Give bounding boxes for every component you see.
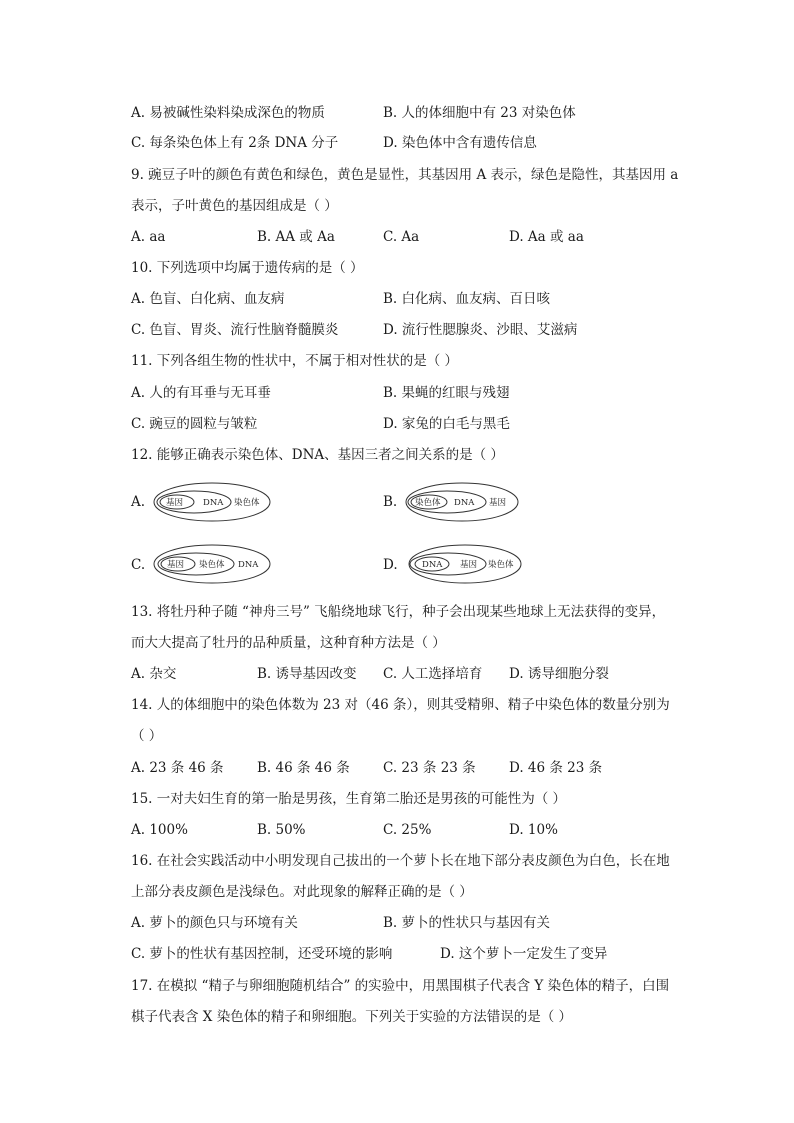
q9-option-c: C. Aa: [383, 229, 420, 245]
q12-option-c-diagram: [152, 543, 276, 585]
q9-stem-line2: 表示，子叶黄色的基因组成是（ ）: [131, 198, 338, 214]
q9-stem-line1: 9. 豌豆子叶的颜色有黄色和绿色，黄色是显性，其基因用 A 表示，绿色是隐性，其基因用 a: [131, 167, 679, 183]
q11-option-d: D. 家兔的白毛与黑毛: [383, 416, 510, 432]
q10-option-c: C. 色盲、胃炎、流行性脑脊髓膜炎: [131, 322, 339, 338]
q12-c-mid-label: 染色体: [199, 560, 225, 570]
q11-option-b: B. 果蝇的红眼与残翅: [383, 385, 510, 401]
q15-option-b: B. 50%: [257, 822, 306, 838]
q8-option-a: A. 易被碱性染料染成深色的物质: [131, 105, 325, 121]
q11-option-a: A. 人的有耳垂与无耳垂: [131, 385, 271, 401]
q12-a-outer-label: 染色体: [234, 498, 260, 508]
q10-option-d: D. 流行性腮腺炎、沙眼、艾滋病: [383, 322, 578, 338]
q14-option-b: B. 46 条 46 条: [257, 760, 350, 776]
q16-option-a: A. 萝卜的颜色只与环境有关: [131, 915, 298, 931]
q13-option-d: D. 诱导细胞分裂: [509, 666, 609, 682]
q12-b-inner-label: 染色体: [415, 498, 441, 508]
q13-option-b: B. 诱导基因改变: [257, 666, 357, 682]
q12-stem: 12. 能够正确表示染色体、DNA、基因三者之间关系的是（ ）: [131, 447, 504, 463]
q12-option-a-diagram: [152, 481, 276, 523]
q14-stem-line1: 14. 人的体细胞中的染色体数为 23 对（46 条），则其受精卵、精子中染色体的数量分别为: [131, 697, 670, 713]
q12-a-inner-label: 基因: [166, 498, 184, 508]
q12-d-inner-label: DNA: [422, 560, 443, 570]
q14-option-c: C. 23 条 23 条: [383, 760, 476, 776]
q17-stem-line1: 17. 在模拟 “精子与卵细胞随机结合” 的实验中，用黑围棋子代表含 Y 染色体的精子，白围: [131, 978, 670, 994]
q13-option-c: C. 人工选择培育: [383, 666, 483, 682]
q12-d-outer-label: 染色体: [488, 560, 514, 570]
q9-option-b: B. AA 或 Aa: [257, 229, 335, 245]
q14-option-a: A. 23 条 46 条: [131, 760, 224, 776]
q8-option-d: D. 染色体中含有遗传信息: [383, 135, 537, 151]
q15-option-a: A. 100%: [131, 822, 188, 838]
q12-option-a-letter: A.: [131, 494, 146, 510]
q17-stem-line2: 棋子代表含 X 染色体的精子和卵细胞。下列关于实验的方法错误的是（ ）: [131, 1009, 572, 1025]
q8-option-b: B. 人的体细胞中有 23 对染色体: [383, 105, 576, 121]
q10-option-b: B. 白化病、血友病、百日咳: [383, 291, 551, 307]
q12-b-outer-label: 基因: [489, 498, 507, 508]
q12-option-d-diagram: [406, 543, 530, 585]
q11-stem: 11. 下列各组生物的性状中，不属于相对性状的是（ ）: [131, 353, 459, 369]
q12-option-b-letter: B.: [383, 494, 398, 510]
q16-option-d: D. 这个萝卜一定发生了变异: [440, 946, 608, 962]
q12-a-mid-label: DNA: [203, 498, 224, 508]
q16-option-b: B. 萝卜的性状只与基因有关: [383, 915, 551, 931]
q12-c-outer-label: DNA: [238, 560, 259, 570]
q10-option-a: A. 色盲、白化病、血友病: [131, 291, 285, 307]
q11-option-c: C. 豌豆的圆粒与皱粒: [131, 416, 258, 432]
q8-option-c: C. 每条染色体上有 2条 DNA 分子: [131, 135, 339, 151]
q16-stem-line1: 16. 在社会实践活动中小明发现自己拔出的一个萝卜长在地下部分表皮颜色为白色，长在地: [131, 853, 670, 869]
q12-option-d-letter: D.: [383, 557, 398, 573]
q16-stem-line2: 上部分表皮颜色是浅绿色。对此现象的解释正确的是（ ）: [131, 884, 473, 900]
q15-option-c: C. 25%: [383, 822, 432, 838]
q14-stem-line2: （ ）: [131, 728, 163, 744]
q12-c-inner-label: 基因: [167, 560, 185, 570]
q14-option-d: D. 46 条 23 条: [509, 760, 603, 776]
q9-option-d: D. Aa 或 aa: [509, 229, 584, 245]
q12-b-mid-label: DNA: [454, 498, 475, 508]
q10-stem: 10. 下列选项中均属于遗传病的是（ ）: [131, 260, 364, 276]
q12-d-mid-label: 基因: [460, 560, 478, 570]
q16-option-c: C. 萝卜的性状有基因控制，还受环境的影响: [131, 946, 393, 962]
q15-option-d: D. 10%: [509, 822, 558, 838]
q13-option-a: A. 杂交: [131, 666, 177, 682]
q13-stem-line2: 而大大提高了牡丹的品种质量，这种育种方法是（ ）: [131, 635, 446, 651]
q15-stem: 15. 一对夫妇生育的第一胎是男孩，生育第二胎还是男孩的可能性为（ ）: [131, 791, 567, 807]
q12-option-b-diagram: [403, 481, 527, 523]
q12-option-c-letter: C.: [131, 557, 146, 573]
q9-option-a: A. aa: [131, 229, 166, 245]
q13-stem-line1: 13. 将牡丹种子随 “神舟三号” 飞船绕地球飞行，种子会出现某些地球上无法获得的变异，: [131, 604, 666, 620]
